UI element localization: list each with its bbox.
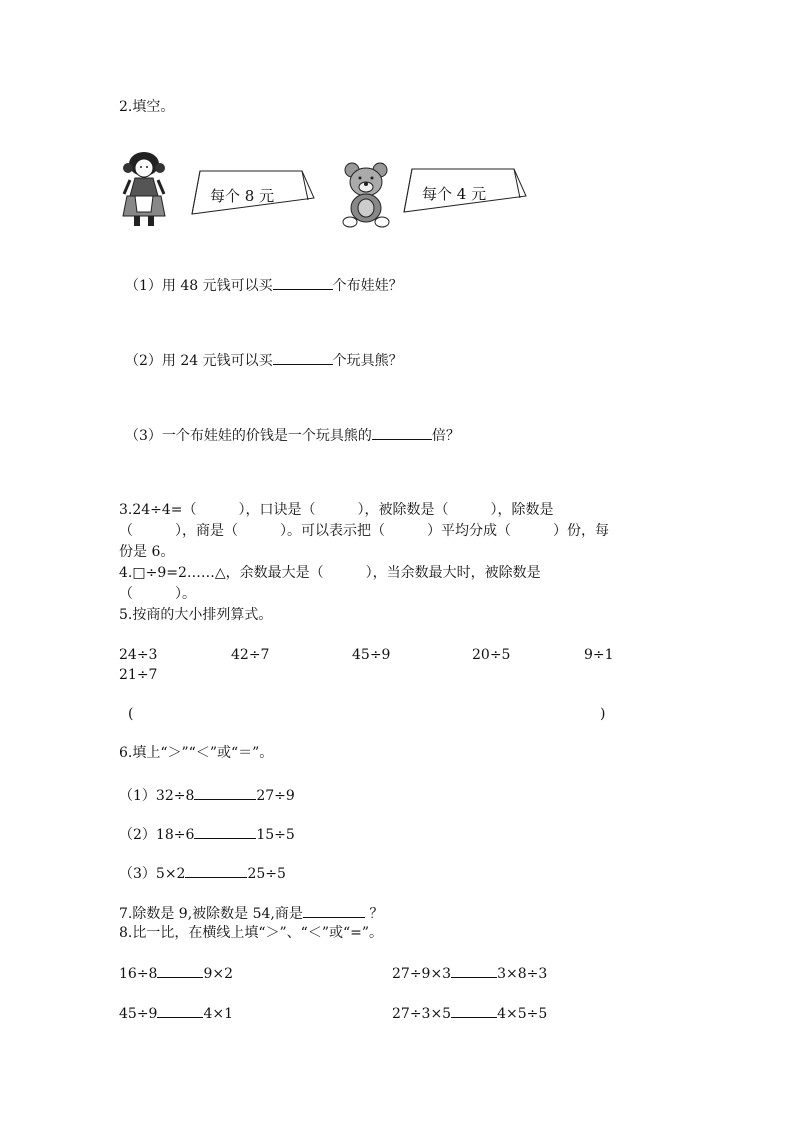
q6-item-1-right: 27÷9 <box>256 788 295 804</box>
teddy-bear-illustration <box>340 162 392 228</box>
q4-line2: （ ）。 <box>119 586 196 602</box>
q2-sub1-answer-blank[interactable] <box>273 275 333 290</box>
q5-expr-5: 9÷1 <box>584 647 614 663</box>
q2-sub3-suffix: 倍？ <box>431 428 460 444</box>
q5-expr-1: 24÷3 <box>119 647 158 663</box>
q8-item-4-right: 4×5÷5 <box>497 1006 548 1022</box>
q5-heading: 5.按商的大小排列算式。 <box>119 607 273 623</box>
q6-item-1 <box>119 785 295 805</box>
q6-item-3 <box>119 863 286 883</box>
q8-item-2-blank[interactable] <box>451 963 497 978</box>
price-tag-doll <box>188 170 316 216</box>
q6-heading: 6.填上“＞”“＜”或“＝”。 <box>119 745 274 761</box>
q5-answer-area[interactable] <box>140 702 595 724</box>
q2-heading: 2.填空。 <box>119 99 175 115</box>
q8-item-1-left: 16÷8 <box>119 966 158 982</box>
q7-suffix: ？ <box>364 906 384 922</box>
q2-sub2 <box>125 350 403 370</box>
q8-item-1 <box>119 963 233 983</box>
q6-item-1-left: （1）32÷8 <box>119 788 195 804</box>
price-tag-doll-label: 每个 8 元 <box>210 187 275 205</box>
q8-item-4 <box>392 1003 547 1023</box>
doll-illustration <box>118 150 170 230</box>
q5-answer-paren-open: ( <box>128 706 134 722</box>
q2-sub1 <box>125 275 403 295</box>
q2-sub2-text: （2）用 24 元钱可以买 <box>125 353 273 369</box>
q6-item-2 <box>119 824 295 844</box>
q6-item-3-right: 25÷5 <box>247 866 286 882</box>
q3-line3: 份是 6。 <box>119 544 175 560</box>
q8-item-1-right: 9×2 <box>203 966 233 982</box>
q8-item-3-blank[interactable] <box>157 1003 203 1018</box>
q3-line2: （ ），商是（ ）。可以表示把（ ）平均分成（ ）份，每 <box>119 523 609 539</box>
q8-item-3-right: 4×1 <box>203 1006 233 1022</box>
q6-item-3-left: （3）5×2 <box>119 866 186 882</box>
q2-sub2-suffix: 个玩具熊？ <box>332 353 403 369</box>
q8-item-4-left: 27÷3×5 <box>392 1006 452 1022</box>
q7-answer-blank[interactable] <box>303 903 365 918</box>
q8-item-2-left: 27÷9×3 <box>392 966 452 982</box>
q2-sub1-text: （1）用 48 元钱可以买 <box>125 278 273 294</box>
q6-item-2-left: （2）18÷6 <box>119 827 195 843</box>
q8-item-2 <box>392 963 547 983</box>
q5-answer-paren-close: ) <box>600 706 606 722</box>
q2-sub1-suffix: 个布娃娃？ <box>332 278 403 294</box>
q2-sub3-answer-blank[interactable] <box>372 425 432 440</box>
q7-line <box>119 903 383 923</box>
q8-item-3 <box>119 1003 233 1023</box>
q6-item-2-blank[interactable] <box>194 824 256 839</box>
q8-item-1-blank[interactable] <box>157 963 203 978</box>
price-tag-bear-label: 每个 4 元 <box>422 185 487 203</box>
q6-item-3-blank[interactable] <box>185 863 247 878</box>
q8-item-2-right: 3×8÷3 <box>497 966 548 982</box>
q5-expr-4: 20÷5 <box>472 647 511 663</box>
q3-line1: 3.24÷4=（ ），口诀是（ ），被除数是（ ），除数是 <box>119 502 554 518</box>
price-tag-bear <box>400 168 528 214</box>
q8-heading: 8.比一比，在横线上填“＞”、“＜”或“=”。 <box>119 925 384 941</box>
q8-item-3-left: 45÷9 <box>119 1006 158 1022</box>
q6-item-2-right: 15÷5 <box>256 827 295 843</box>
q8-item-4-blank[interactable] <box>451 1003 497 1018</box>
q2-sub3-text: （3）一个布娃娃的价钱是一个玩具熊的 <box>125 428 372 444</box>
q5-expr-6: 21÷7 <box>119 667 158 683</box>
q6-item-1-blank[interactable] <box>194 785 256 800</box>
q2-sub2-answer-blank[interactable] <box>273 350 333 365</box>
q5-expr-2: 42÷7 <box>231 647 270 663</box>
q7-text: 7.除数是 9,被除数是 54,商是 <box>119 906 303 922</box>
q5-expr-3: 45÷9 <box>352 647 391 663</box>
q2-sub3 <box>125 425 460 445</box>
q4-line1: 4.□÷9=2……△，余数最大是（ ），当余数最大时，被除数是 <box>119 565 541 581</box>
